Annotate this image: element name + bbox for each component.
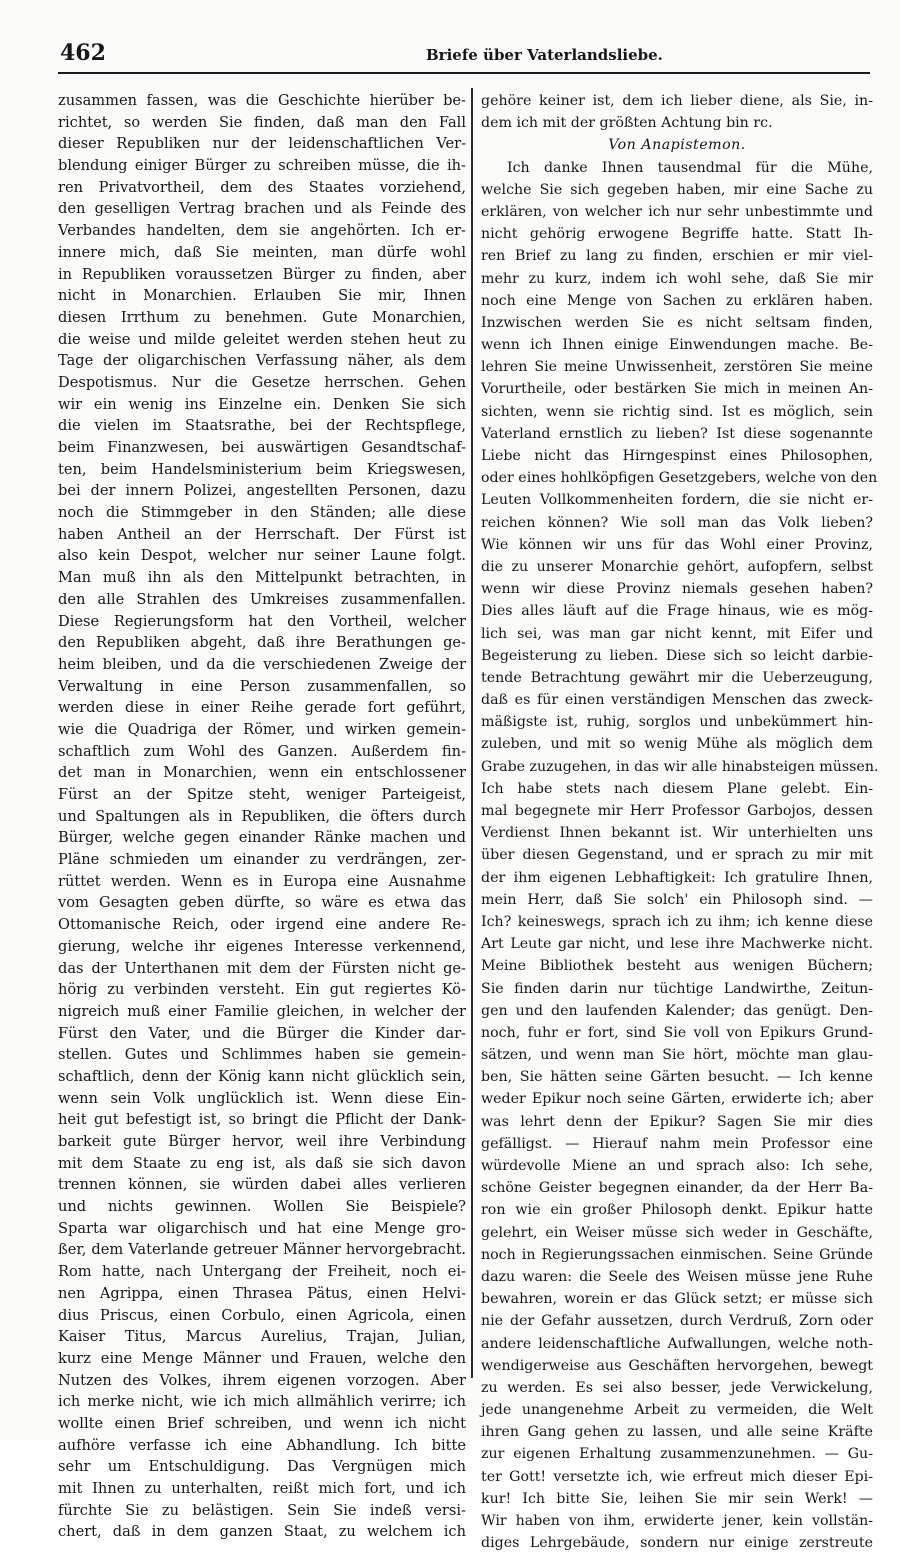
text-line: tende Betrachtung gewährt mir die Ueberzeugung, bbox=[481, 669, 873, 686]
text-line: Wir haben von ihm, erwiderte jener, kein vollstän- bbox=[481, 1513, 873, 1529]
text-line: blendung einiger Bürger zu schreiben müsse, die ih- bbox=[58, 157, 466, 175]
text-line: wendigerweise aus Geschäften hervorgehen, bewegt bbox=[481, 1357, 873, 1374]
text-line: chert, daß in dem ganzen Staat, zu welchem ich bbox=[58, 1523, 466, 1541]
text-line: Pläne schmieden um einander zu verdrängen, zer- bbox=[58, 851, 466, 869]
text-line: sätzen, und wenn man Sie hört, möchte man glau- bbox=[481, 1047, 873, 1064]
text-line: Grabe zuzugehen, in das wir alle hinabsteigen müssen. bbox=[481, 758, 879, 775]
text-column-left bbox=[58, 90, 466, 1541]
text-line: schaftlich zum Wohl des Ganzen. Außerdem fin- bbox=[58, 742, 466, 760]
text-line: Ich? keineswegs, sprach ich zu ihm; ich kenne diese bbox=[481, 913, 873, 930]
text-line: gefälligst. — Hierauf nahm mein Professor eine bbox=[481, 1135, 873, 1152]
text-line: ich merke nicht, wie ich mich allmählich verirre; ich bbox=[58, 1393, 466, 1411]
text-line: erklären, von welcher ich nur sehr unbestimmte und bbox=[481, 203, 873, 220]
text-line: wie die Quadriga der Römer, und wirken gemein- bbox=[58, 720, 466, 738]
text-line: wenn wir diese Provinz niemals gesehen haben? bbox=[481, 581, 873, 598]
page-header bbox=[58, 38, 870, 74]
page-number: 462 bbox=[60, 40, 106, 66]
text-line: barkeit gute Bürger hervor, weil ihre Verbindung bbox=[58, 1133, 466, 1150]
text-line: schaftlich, denn der König kann nicht glücklich sein, bbox=[58, 1067, 466, 1085]
text-line: würdevolle Miene an und sprach also: Ich sehe, bbox=[481, 1158, 873, 1174]
text-line: ßer, dem Vaterlande getreuer Männer hervorgebracht. bbox=[58, 1241, 466, 1259]
text-line: bewahren, worein er das Glück setzt; er müsse sich bbox=[481, 1291, 873, 1308]
text-line: zuleben, und mit so wenig Mühe als möglich dem bbox=[481, 736, 873, 753]
text-line: Liebe nicht das Hirngespinst eines Philosophen, bbox=[481, 448, 873, 464]
text-line: mal begegnete mir Herr Professor Garbojos, dessen bbox=[481, 803, 873, 819]
text-line: mein Herr, daß Sie solch' ein Philosoph sind. — bbox=[481, 891, 873, 908]
text-line: vom Gesagten geben dürfte, so wäre es etwa das bbox=[58, 894, 466, 912]
text-line: trennen können, sie würden dabei alles verlieren bbox=[58, 1176, 466, 1194]
text-line: Ich habe stets nach diesem Plane gelebt. Ein- bbox=[481, 780, 873, 797]
text-line: diesen Irrthum zu benehmen. Gute Monarchien, bbox=[58, 308, 466, 326]
text-line: rüttet werden. Wenn es in Europa eine Ausnahme bbox=[58, 872, 466, 890]
text-line: zu werden. Es sei also besser, jede Verwickelung, bbox=[481, 1379, 873, 1396]
text-line: gen und den laufenden Kalender; das genügt. Den- bbox=[481, 1002, 873, 1019]
text-line: gehöre keiner ist, dem ich lieber diene, als Sie, in- bbox=[481, 93, 873, 109]
text-line: Vaterland ernstlich zu lieben? Ist diese sogenannte bbox=[481, 425, 873, 442]
text-line: nicht in Monarchien. Erlauben Sie mir, Ihnen bbox=[58, 287, 466, 305]
text-line: über diesen Gegenstand, und er sprach zu mir mit bbox=[481, 847, 873, 864]
text-line: Dies alles läuft auf die Frage hinaus, wie es mög- bbox=[481, 603, 873, 620]
text-line: zur eigenen Erhaltung zusammenzunehmen. — Gu- bbox=[481, 1446, 873, 1463]
text-line: Bürger, welche gegen einander Ränke machen und bbox=[58, 829, 466, 847]
text-line: die zu unserer Monarchie gehört, aufopfern, selbst bbox=[481, 558, 873, 575]
text-line: lehren Sie meine Unwissenheit, zerstören Sie meine bbox=[481, 359, 873, 376]
text-line: dem ich mit der größten Achtung bin rc. bbox=[481, 115, 773, 132]
text-line: sichten, wenn sie richtig sind. Ist es möglich, sein bbox=[481, 403, 873, 420]
text-line: noch eine Menge von Sachen zu erklären haben. bbox=[481, 292, 873, 309]
text-line: werden diese in einer Reihe gerade fort geführt, bbox=[58, 699, 466, 717]
text-line: Despotismus. Nur die Gesetze herrschen. Gehen bbox=[58, 373, 466, 391]
text-line: welche Sie sich gegeben haben, mir eine Sache zu bbox=[481, 181, 873, 198]
text-line: haben Antheil an der Herrschaft. Der Fürst ist bbox=[58, 525, 466, 543]
text-line: gierung, welche ihr eigenes Interesse verkennend, bbox=[58, 937, 466, 955]
text-line: der ihm eigenen Lebhaftigkeit: Ich gratulire Ihnen, bbox=[481, 869, 873, 886]
text-line: Verwaltung in eine Person zusammenfallen, so bbox=[58, 677, 466, 695]
text-line: dieser Republiken nur der leidenschaftlichen Ver- bbox=[58, 135, 466, 153]
text-line: andere leidenschaftliche Aufwallungen, welche noth- bbox=[481, 1335, 873, 1352]
text-line: ben, Sie hätten seine Gärten besucht. — Ich kenne bbox=[481, 1069, 873, 1086]
text-line: Man muß ihn als den Mittelpunkt betrachten, in bbox=[58, 569, 466, 587]
text-line: wenn sein Volk unglücklich ist. Wenn diese Ein- bbox=[58, 1089, 466, 1107]
text-line: und nichts gewinnen. Wollen Sie Beispiele? bbox=[58, 1198, 466, 1216]
text-line: Kaiser Titus, Marcus Aurelius, Trajan, Julian, bbox=[58, 1328, 466, 1346]
text-line: Nutzen des Volkes, ihrem eigenen vorzogen. Aber bbox=[58, 1371, 466, 1389]
text-line: ren Brief zu lang zu finden, erschien er mir viel- bbox=[481, 248, 873, 265]
text-line: hörig zu verbinden versteht. Ein gut regiertes Kö- bbox=[58, 981, 466, 999]
text-line: nen Agrippa, einen Thrasea Pätus, einen Helvi- bbox=[58, 1284, 466, 1302]
text-line: richtet, so werden Sie finden, daß man den Fall bbox=[58, 113, 466, 131]
text-line: weder Epikur noch seine Gärten, erwiderte ich; aber bbox=[481, 1091, 873, 1108]
text-line: mit Ihnen zu unterhalten, reißt mich fort, und ich bbox=[58, 1480, 466, 1497]
text-line: und Spaltungen als in Republiken, die öfters durch bbox=[58, 807, 466, 825]
text-line: wir ein wenig ins Einzelne ein. Denken Sie sich bbox=[58, 395, 466, 413]
text-line: stellen. Gutes und Schlimmes haben sie gemein- bbox=[58, 1046, 466, 1064]
text-line: ter Gott! versetzte ich, wie erfreut mich dieser Epi- bbox=[481, 1468, 873, 1485]
text-line: daß es für einen verständigen Menschen das zweck- bbox=[481, 692, 873, 709]
text-line: Ottomanische Reich, oder irgend eine andere Re- bbox=[58, 916, 466, 934]
text-line: kurz eine Menge Männer und Frauen, welche den bbox=[58, 1349, 466, 1367]
text-line: Meine Bibliothek besteht aus wenigen Büchern; bbox=[481, 958, 873, 975]
text-line: heim bleiben, und da die verschiedenen Zweige der bbox=[58, 655, 466, 673]
text-line: beim Finanzwesen, bei auswärtigen Gesandtschaf- bbox=[58, 439, 466, 456]
letter-heading: Von Anapistemon. bbox=[608, 137, 746, 154]
text-line: Begeisterung zu lieben. Diese sich so leicht darbie- bbox=[481, 647, 873, 664]
text-line: die vielen im Staatsrathe, bei der Rechtspflege, bbox=[58, 417, 466, 435]
text-line: reichen können? Wie soll man das Volk lieben? bbox=[481, 514, 873, 531]
text-line: wollte einen Brief schreiben, und wenn ich nicht bbox=[58, 1414, 466, 1432]
column-divider bbox=[471, 88, 473, 1378]
text-line: nie der Gefahr aussetzen, durch Verdruß, Zorn oder bbox=[481, 1313, 873, 1330]
text-line: det man in Monarchien, wenn ein entschlossener bbox=[58, 764, 466, 782]
text-line: mäßigste ist, ruhig, sorglos und unbekümmert hin- bbox=[481, 714, 873, 731]
text-line: ren Privatvortheil, dem des Staates vorziehend, bbox=[58, 178, 466, 196]
text-column-right bbox=[481, 90, 879, 1552]
text-line: heit gut befestigt ist, so bringt die Pflicht der Dank- bbox=[58, 1111, 466, 1129]
text-line: noch, fuhr er fort, sind Sie voll von Epikurs Grund- bbox=[481, 1024, 873, 1041]
text-line: in Republiken voraussetzen Bürger zu finden, aber bbox=[58, 265, 466, 283]
text-line: nicht gehörig erwogene Begriffe hatte. Statt Ih- bbox=[481, 226, 873, 243]
text-line: ihren Gang gehen zu lassen, und alle seine Kräfte bbox=[481, 1424, 873, 1441]
text-line: jede unangenehme Arbeit zu vermeiden, die Welt bbox=[481, 1402, 873, 1419]
text-line: die weise und milde geleitet werden stehen heut zu bbox=[58, 330, 466, 348]
text-line: dazu waren: die Seele des Weisen müsse jene Ruhe bbox=[481, 1268, 873, 1285]
text-line: Rom hatte, nach Untergang der Freiheit, noch ei- bbox=[58, 1263, 466, 1281]
text-line: Tage der oligarchischen Verfassung näher, als dem bbox=[58, 352, 466, 370]
text-line: den Republiken abgeht, daß ihre Berathungen ge- bbox=[58, 634, 466, 652]
text-line: den geselligen Vertrag brachen und als Feinde des bbox=[58, 200, 466, 218]
running-title: Briefe über Vaterlandsliebe. bbox=[426, 46, 663, 64]
text-line: kur! Ich bitte Sie, leihen Sie mir sein Werk! — bbox=[481, 1490, 873, 1507]
text-line: noch in Regierungssachen einmischen. Seine Gründe bbox=[481, 1246, 873, 1263]
text-line: den alle Strahlen des Umkreises zusammenfallen. bbox=[58, 590, 466, 608]
text-line: schöne Geister begegnen einander, da der Herr Ba- bbox=[481, 1180, 873, 1197]
text-line: Diese Regierungsform hat den Vortheil, welcher bbox=[58, 612, 466, 630]
text-line: Fürst den Vater, und die Bürger die Kinder dar- bbox=[58, 1024, 466, 1042]
text-line: wenn ich Ihnen einige Einwendungen mache. Be- bbox=[481, 337, 873, 354]
text-line: Verdienst Ihnen bekannt ist. Wir unterhielten uns bbox=[481, 825, 873, 842]
text-line: Fürst an der Spitze steht, weniger Parteigeist, bbox=[58, 786, 466, 803]
text-line: Inzwischen werden Sie es nicht seltsam finden, bbox=[481, 314, 873, 331]
text-line: Sparta war oligarchisch und hat eine Menge gro- bbox=[58, 1219, 466, 1237]
text-line: diges Lehrgebäude, sondern nur einige zerstreute bbox=[481, 1535, 873, 1552]
text-line: dius Priscus, einen Corbulo, einen Agricola, einen bbox=[58, 1306, 466, 1324]
text-line: Wie können wir uns für das Wohl einer Provinz, bbox=[481, 536, 873, 553]
text-line: was lehrt denn der Epikur? Sagen Sie mir dies bbox=[481, 1113, 873, 1130]
text-line: noch die Stimmgeber in den Ständen; alle diese bbox=[58, 504, 466, 522]
text-line: das der Unterthanen mit dem der Fürsten nicht ge- bbox=[58, 959, 466, 977]
text-line: Ich danke Ihnen tausendmal für die Mühe, bbox=[507, 159, 873, 176]
text-line: Verbandes handelten, dem sie angehörten. Ich er- bbox=[58, 222, 466, 240]
text-line: Vorurtheile, oder bestärken Sie mich in meinen An- bbox=[481, 381, 873, 398]
text-line: fürchte Sie zu belästigen. Sein Sie indeß versi- bbox=[58, 1501, 466, 1519]
text-line: also kein Despot, welcher nur seiner Laune folgt. bbox=[58, 547, 466, 565]
text-line: mehr zu kurz, indem ich wohl sehe, daß Sie mir bbox=[481, 270, 873, 287]
text-line: Art Leute gar nicht, und lese ihre Machwerke nicht. bbox=[481, 936, 873, 953]
text-line: ron wie ein großer Philosoph denkt. Epikur hatte bbox=[481, 1202, 873, 1219]
text-line: Leuten Vollkommenheiten fordern, die sie nicht er- bbox=[481, 492, 873, 509]
text-line: ten, beim Handelsministerium beim Kriegswesen, bbox=[58, 460, 466, 478]
text-line: mit dem Staate zu eng ist, als daß sie sich davon bbox=[58, 1154, 466, 1172]
text-line: Sie finden darin nur tüchtige Landwirthe, Zeitun- bbox=[481, 980, 873, 997]
text-line: bei der innern Polizei, angestellten Personen, dazu bbox=[58, 482, 466, 500]
text-line: gelehrt, ein Weiser müsse sich weder in Geschäfte, bbox=[481, 1224, 873, 1241]
text-line: innere mich, daß Sie meinten, man dürfe wohl bbox=[58, 243, 466, 261]
text-line: lich sei, was man gar nicht kennt, mit Eifer und bbox=[481, 625, 873, 642]
text-line: nigreich muß einer Familie gleichen, in welcher der bbox=[58, 1002, 466, 1020]
text-line: sehr um Entschuldigung. Das Vergnügen mich bbox=[58, 1458, 466, 1476]
text-line: zusammen fassen, was die Geschichte hierüber be- bbox=[58, 92, 466, 109]
text-line: oder eines hohlköpfigen Gesetzgebers, welche von den bbox=[481, 470, 878, 487]
text-line: aufhöre verfasse ich eine Abhandlung. Ich bitte bbox=[58, 1436, 466, 1454]
